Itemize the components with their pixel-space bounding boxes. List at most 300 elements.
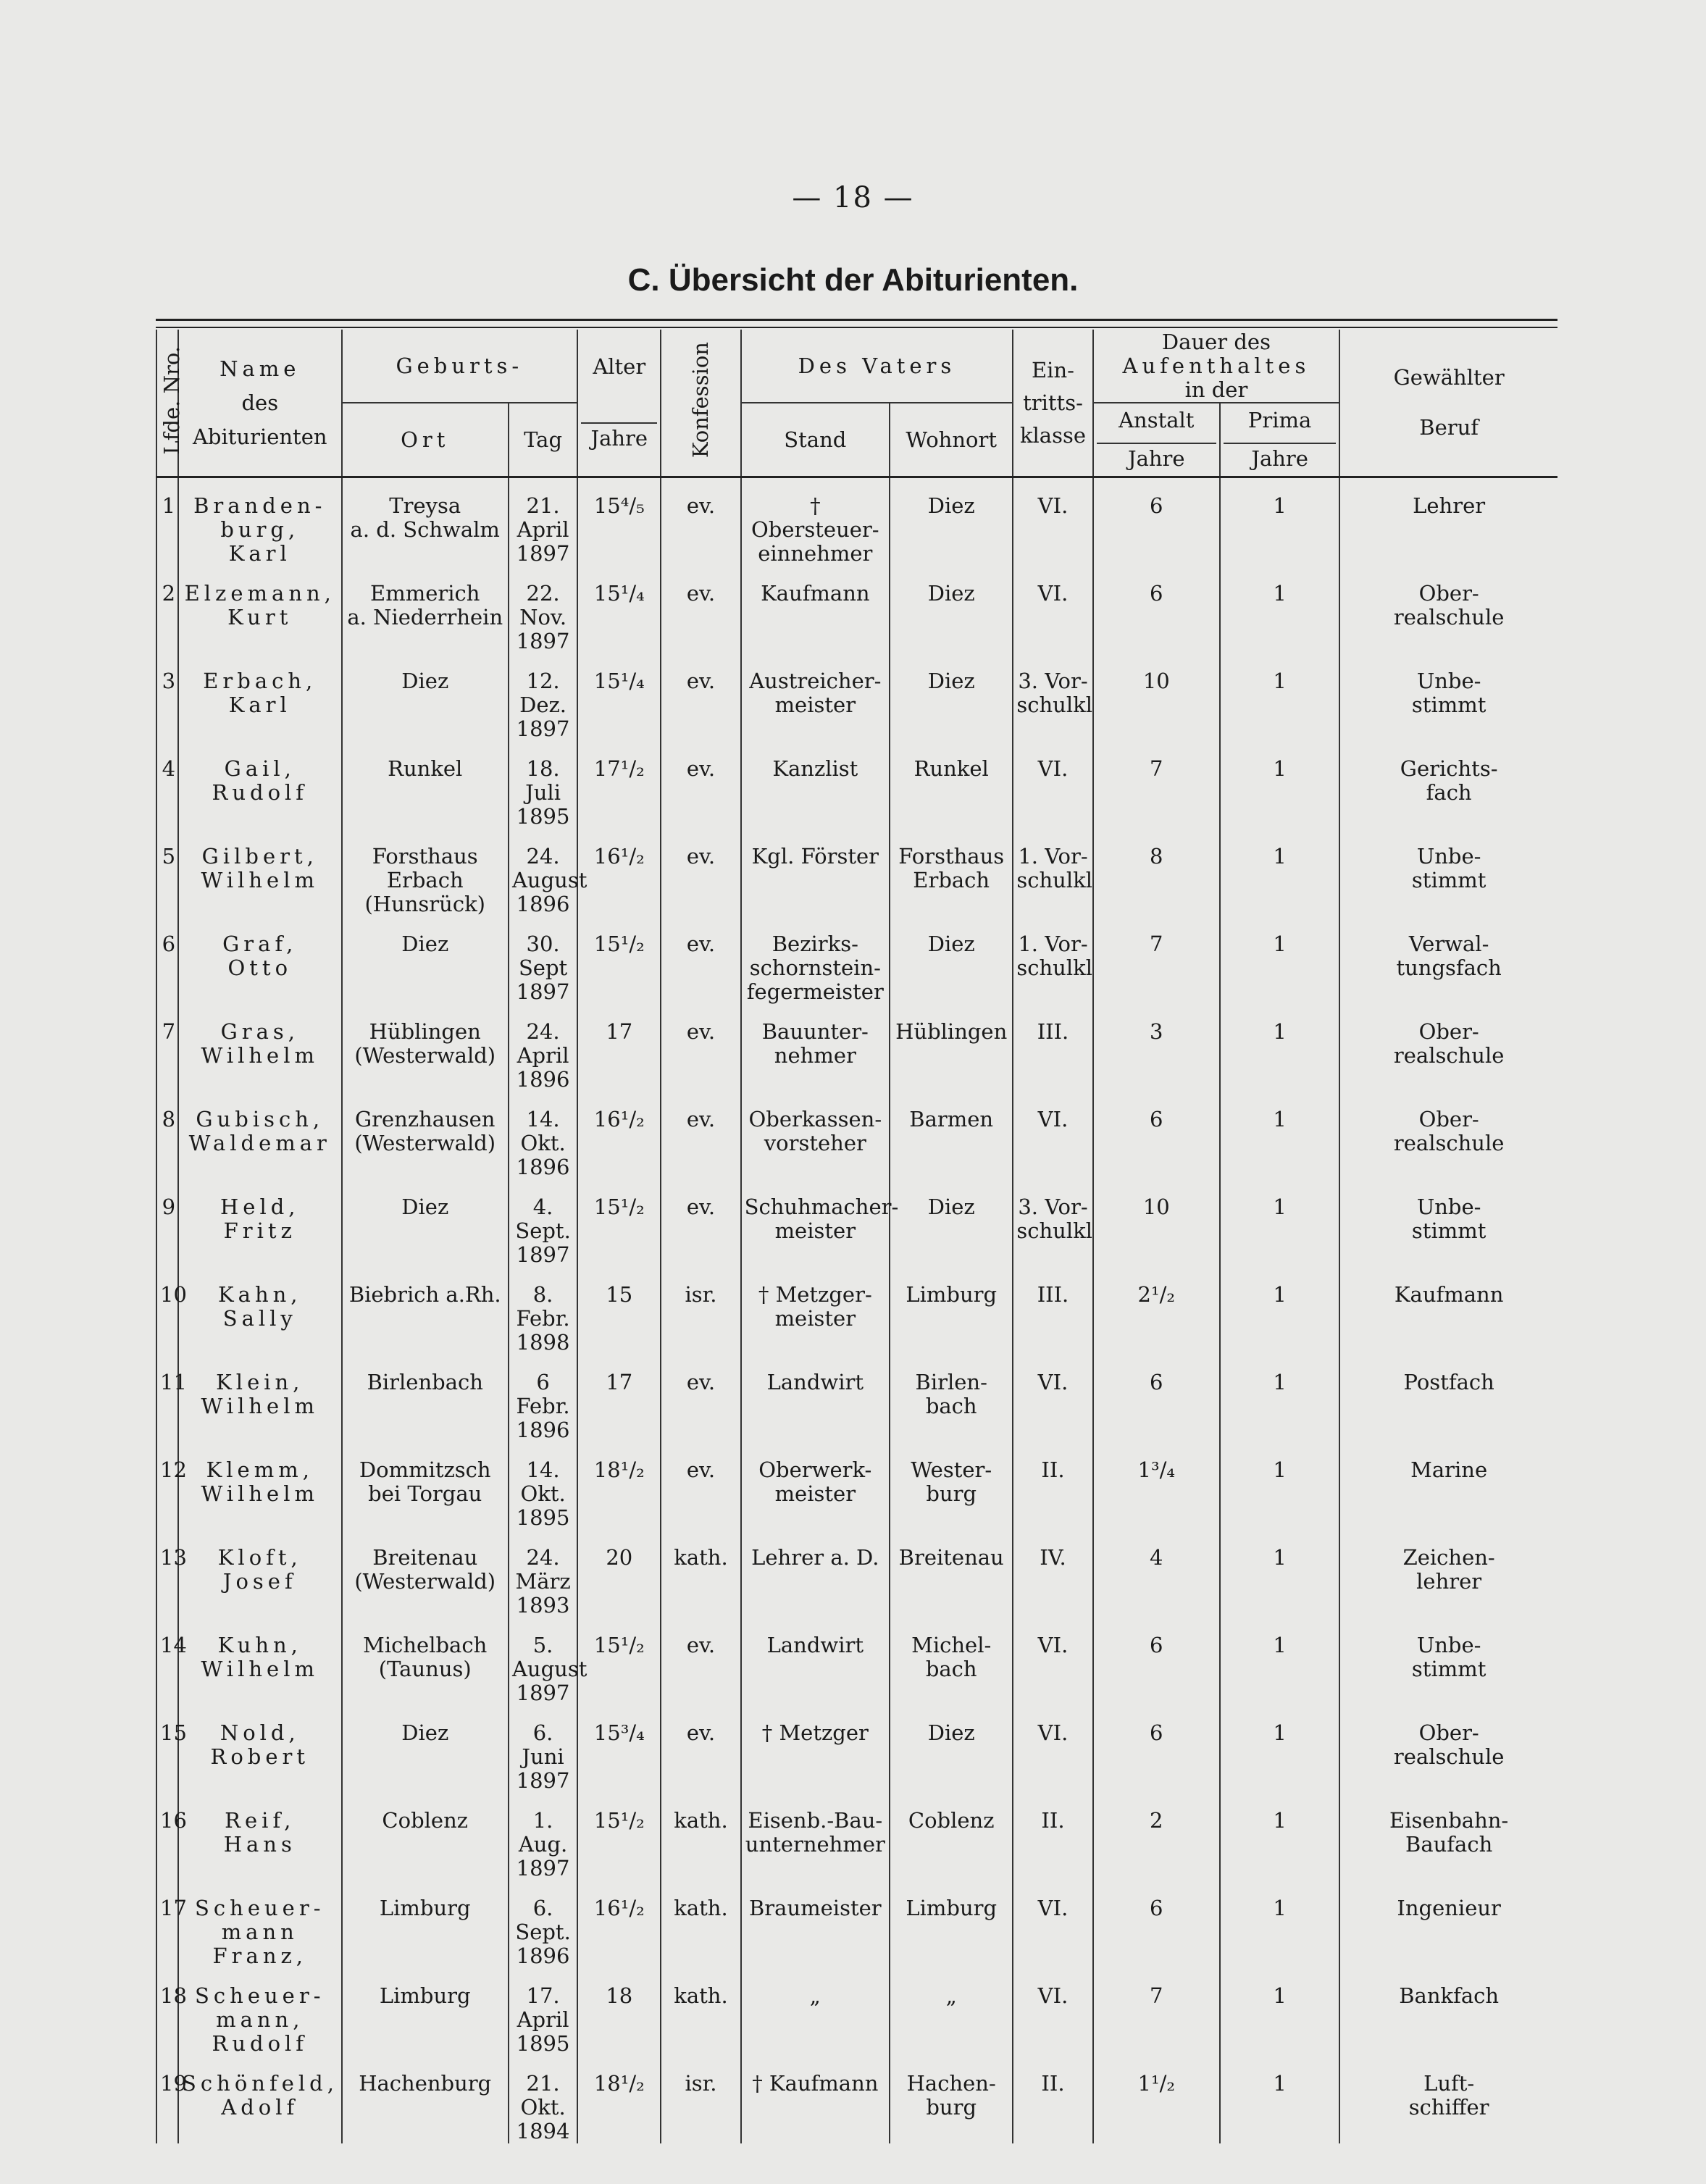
birth-place <box>342 1880 509 1968</box>
chosen-profession-line: Unbe- <box>1416 1633 1481 1657</box>
table-row <box>156 477 1557 566</box>
student-name-line: mann <box>221 1920 298 1944</box>
father-residence <box>890 1004 1013 1092</box>
father-residence <box>890 916 1013 1004</box>
birth-date-line: 18. Juli <box>525 756 561 805</box>
student-name-line: Gubisch, <box>196 1107 325 1131</box>
father-residence-line: Diez <box>927 581 975 606</box>
years-in-prima: 1 <box>1220 566 1339 653</box>
student-name-line: Waldemar <box>188 1131 331 1155</box>
father-residence-line: „ <box>945 1983 957 2008</box>
father-residence-line: Diez <box>927 932 975 956</box>
chosen-profession-line: realschule <box>1393 1043 1505 1068</box>
student-name-line: Kloft, <box>217 1545 302 1570</box>
confession: ev. <box>661 653 740 741</box>
birth-date-line: 22. Nov. <box>519 581 567 629</box>
chosen-profession <box>1339 1793 1557 1880</box>
student-name-line: Gail, <box>224 756 296 781</box>
chosen-profession-line: Unbe- <box>1416 669 1481 693</box>
student-name-line: Branden- <box>193 493 327 518</box>
father-occupation <box>741 1793 890 1880</box>
father-residence-line: Erbach <box>913 868 990 892</box>
age: 16¹/₂ <box>577 829 661 916</box>
chosen-profession-line: schiffer <box>1408 2095 1489 2120</box>
student-name-line: Klein, <box>216 1370 304 1394</box>
chosen-profession-line: Postfach <box>1403 1370 1494 1394</box>
age: 18¹/₂ <box>577 1442 661 1530</box>
age: 15¹/₂ <box>577 1618 661 1705</box>
entry-class <box>1013 1705 1092 1793</box>
birth-date-line: 1895 <box>516 804 570 829</box>
birth-place-line: (Taunus) <box>378 1657 472 1681</box>
birth-date-line: 21. April <box>517 493 569 542</box>
father-occupation-line: † Metzger- <box>758 1282 872 1307</box>
chosen-profession-line: realschule <box>1393 605 1505 629</box>
father-residence-line: Runkel <box>913 756 989 781</box>
birth-place-line: Limburg <box>379 1983 471 2008</box>
birth-date-line: 14. Okt. <box>520 1107 566 1155</box>
entry-class-line: II. <box>1041 1808 1065 1833</box>
entry-class <box>1013 653 1092 741</box>
father-occupation-line: meister <box>774 1218 856 1243</box>
student-name-line: Wilhelm <box>201 1394 319 1418</box>
years-at-school: 1¹/₂ <box>1093 2056 1220 2143</box>
birth-date <box>509 2056 577 2143</box>
table-row <box>156 916 1557 1004</box>
header-dauer: Dauer des Aufenthaltes in der <box>1093 330 1340 403</box>
entry-class-line: schulkl <box>1016 1218 1092 1243</box>
age: 20 <box>577 1530 661 1618</box>
birth-date <box>509 829 588 916</box>
student-name <box>178 1442 341 1530</box>
student-name-line: Graf, <box>222 932 298 956</box>
father-occupation <box>741 1880 890 1968</box>
student-name-line: Kurt <box>227 605 293 629</box>
birth-place-line: Michelbach <box>363 1633 488 1657</box>
header-prima: Prima Jahre <box>1220 403 1339 477</box>
table-row <box>156 566 1557 653</box>
birth-place <box>342 1179 509 1267</box>
birth-date <box>509 1793 577 1880</box>
father-residence <box>890 1179 1013 1267</box>
chosen-profession <box>1339 1705 1557 1793</box>
birth-place-line: Limburg <box>379 1896 471 1920</box>
birth-date-line: 1894 <box>516 2119 570 2143</box>
student-name <box>178 1618 341 1705</box>
birth-place <box>342 1530 509 1618</box>
entry-class-line: VI. <box>1037 1983 1069 2008</box>
birth-place-line: Biebrich a.Rh. <box>348 1282 501 1307</box>
row-number: 16 <box>156 1793 178 1880</box>
birth-place-line: (Westerwald) <box>354 1131 496 1155</box>
father-occupation-line: Oberkassen- <box>748 1107 882 1131</box>
years-in-prima: 1 <box>1220 1267 1339 1355</box>
table-row <box>156 1004 1557 1092</box>
chosen-profession-line: Ingenieur <box>1397 1896 1501 1920</box>
father-residence-line: bach <box>925 1394 977 1418</box>
chosen-profession <box>1339 653 1557 741</box>
entry-class-line: VI. <box>1037 1107 1069 1131</box>
student-name <box>178 1355 341 1442</box>
chosen-profession <box>1339 1968 1557 2056</box>
father-occupation-line: schornstein- <box>749 955 881 980</box>
chosen-profession <box>1339 1530 1557 1618</box>
years-in-prima: 1 <box>1220 1092 1339 1179</box>
father-residence <box>890 566 1013 653</box>
birth-date-line: 5. August <box>511 1633 588 1681</box>
birth-place <box>342 1004 509 1092</box>
birth-date-line: 24. April <box>517 1019 569 1068</box>
father-occupation-line: Oberwerk- <box>758 1457 872 1482</box>
row-number: 2 <box>156 566 178 653</box>
chosen-profession-line: stimmt <box>1411 1218 1487 1243</box>
birth-place <box>342 916 509 1004</box>
father-residence-line: Michel- <box>911 1633 992 1657</box>
entry-class-line: 3. Vor- <box>1018 669 1088 693</box>
birth-place-line: Erbach <box>386 868 464 892</box>
birth-place-line: bei Torgau <box>368 1481 482 1506</box>
years-at-school: 10 <box>1093 1179 1220 1267</box>
student-name-line: Robert <box>210 1744 310 1769</box>
birth-date <box>509 1004 577 1092</box>
student-name <box>178 2056 341 2143</box>
father-residence-line: bach <box>925 1657 977 1681</box>
father-occupation <box>741 477 890 566</box>
birth-place <box>342 1267 509 1355</box>
student-name-line: Gras, <box>220 1019 299 1044</box>
entry-class-line: VI. <box>1037 1720 1069 1745</box>
father-occupation <box>741 829 890 916</box>
student-name-line: Scheuer- <box>195 1896 325 1920</box>
father-residence <box>890 1968 1013 2056</box>
chosen-profession <box>1339 741 1557 829</box>
row-number: 14 <box>156 1618 178 1705</box>
father-residence-line: Diez <box>927 669 975 693</box>
age: 15¹/₂ <box>577 916 661 1004</box>
father-residence-line: Forsthaus <box>898 844 1005 869</box>
birth-place-line: (Westerwald) <box>354 1569 496 1594</box>
table-row <box>156 1092 1557 1179</box>
header-konfession: Konfession <box>661 330 740 477</box>
father-occupation-line: einnehmer <box>758 541 873 566</box>
father-occupation-line: „ <box>809 1983 821 2008</box>
years-at-school: 6 <box>1093 1705 1220 1793</box>
entry-class-line: III. <box>1037 1282 1069 1307</box>
chosen-profession-line: realschule <box>1393 1744 1505 1769</box>
age: 15³/₄ <box>577 1705 661 1793</box>
row-number: 9 <box>156 1179 178 1267</box>
entry-class <box>1013 566 1092 653</box>
birth-date-line: 1897 <box>516 1242 570 1267</box>
father-occupation-line: Eisenb.-Bau- <box>748 1808 883 1833</box>
student-name-line: Reif, <box>225 1808 296 1833</box>
entry-class <box>1013 1355 1092 1442</box>
age: 17 <box>577 1004 661 1092</box>
chosen-profession <box>1339 1267 1557 1355</box>
birth-date-line: 1896 <box>516 1944 570 1968</box>
student-name-line: Held, <box>220 1194 300 1219</box>
birth-date-line: 1897 <box>516 979 570 1004</box>
entry-class-line: 1. Vor- <box>1018 932 1088 956</box>
years-at-school: 6 <box>1093 1092 1220 1179</box>
row-number: 1 <box>156 477 178 566</box>
birth-date-line: 6. Sept. <box>515 1896 571 1944</box>
confession: ev. <box>661 1355 740 1442</box>
birth-date <box>509 1968 577 2056</box>
confession: ev. <box>661 916 740 1004</box>
birth-place <box>342 2056 509 2143</box>
entry-class-line: II. <box>1041 1457 1065 1482</box>
birth-date-line: 1898 <box>516 1330 570 1355</box>
birth-place-line: Grenzhausen <box>354 1107 496 1131</box>
birth-place <box>342 1705 509 1793</box>
student-name-line: Scheuer- <box>195 1983 325 2008</box>
father-residence <box>890 1618 1013 1705</box>
chosen-profession <box>1339 566 1557 653</box>
header-nr: Lfde. Nro. <box>156 330 178 477</box>
entry-class <box>1013 1092 1092 1179</box>
chosen-profession <box>1339 1179 1557 1267</box>
row-number: 10 <box>156 1267 178 1355</box>
birth-place-line: Coblenz <box>382 1808 469 1833</box>
age: 17 <box>577 1355 661 1442</box>
entry-class-line: II. <box>1041 2071 1065 2096</box>
birth-date-line: 1897 <box>516 541 570 566</box>
birth-date-line: 6 Febr. <box>516 1370 570 1418</box>
birth-date <box>509 1530 577 1618</box>
header-ort: Ort <box>342 403 509 477</box>
student-name <box>178 916 341 1004</box>
years-in-prima: 1 <box>1220 1793 1339 1880</box>
father-residence <box>890 741 1013 829</box>
age: 18 <box>577 1968 661 2056</box>
birth-place-line: Dommitzsch <box>359 1457 491 1482</box>
birth-date <box>509 1179 577 1267</box>
birth-date <box>509 741 577 829</box>
father-residence <box>890 653 1013 741</box>
birth-date-line: 1893 <box>516 1593 570 1618</box>
father-occupation-line: unternehmer <box>745 1832 885 1857</box>
father-residence <box>890 477 1013 566</box>
birth-date-line: 1896 <box>516 892 570 916</box>
birth-place <box>342 1793 509 1880</box>
chosen-profession <box>1339 829 1557 916</box>
age: 15¹/₂ <box>577 1179 661 1267</box>
entry-class-line: schulkl <box>1016 693 1092 717</box>
birth-date <box>509 1092 577 1179</box>
birth-place-line: Forsthaus <box>372 844 478 869</box>
header-geburts: Geburts- <box>342 330 578 403</box>
row-number: 17 <box>156 1880 178 1968</box>
years-at-school: 7 <box>1093 1968 1220 2056</box>
student-name-line: Kahn, <box>218 1282 302 1307</box>
confession: isr. <box>661 2056 740 2143</box>
chosen-profession-line: fach <box>1426 780 1472 805</box>
years-at-school: 1³/₄ <box>1093 1442 1220 1530</box>
father-residence-line: Barmen <box>909 1107 994 1131</box>
chosen-profession-line: Bankfach <box>1399 1983 1500 2008</box>
birth-place <box>342 477 509 566</box>
years-at-school: 6 <box>1093 1355 1220 1442</box>
father-occupation-line: Austreicher- <box>749 669 882 693</box>
confession: isr. <box>661 1267 740 1355</box>
student-name <box>178 1880 341 1968</box>
birth-date-line: 4. Sept. <box>515 1194 571 1243</box>
entry-class-line: schulkl <box>1016 955 1092 980</box>
birth-date <box>509 1355 577 1442</box>
student-name-line: Josef <box>222 1569 297 1594</box>
father-residence <box>890 1705 1013 1793</box>
age: 16¹/₂ <box>577 1880 661 1968</box>
page-number: — 18 — <box>792 181 914 214</box>
father-residence <box>890 1092 1013 1179</box>
confession: kath. <box>661 1968 740 2056</box>
birth-date <box>509 1880 577 1968</box>
abiturienten-table-wrapper <box>156 319 1557 2143</box>
father-occupation <box>741 566 890 653</box>
table-row <box>156 1705 1557 1793</box>
student-name-line: Wilhelm <box>201 868 319 892</box>
father-residence <box>890 1442 1013 1530</box>
chosen-profession-line: Kaufmann <box>1394 1282 1504 1307</box>
birth-place <box>342 653 509 741</box>
father-occupation-line: fegermeister <box>746 979 884 1004</box>
student-name-line: Sally <box>222 1306 297 1331</box>
birth-place-line: Treysa <box>389 493 461 518</box>
table-row <box>156 741 1557 829</box>
birth-place-line: Hüblingen <box>369 1019 481 1044</box>
birth-place-line: a. Niederrhein <box>347 605 503 629</box>
years-at-school: 4 <box>1093 1530 1220 1618</box>
years-in-prima: 1 <box>1220 653 1339 741</box>
age: 15 <box>577 1267 661 1355</box>
entry-class <box>1013 1968 1092 2056</box>
father-residence-line: Breitenau <box>898 1545 1004 1570</box>
header-stand: Stand <box>741 403 890 477</box>
age: 18¹/₂ <box>577 2056 661 2143</box>
years-at-school: 10 <box>1093 653 1220 741</box>
student-name <box>178 1530 341 1618</box>
years-in-prima: 1 <box>1220 829 1339 916</box>
chosen-profession-line: stimmt <box>1411 1657 1487 1681</box>
birth-date-line: 30. Sept <box>518 932 568 980</box>
years-at-school: 7 <box>1093 741 1220 829</box>
father-occupation-line: Braumeister <box>749 1896 882 1920</box>
birth-place-line: Diez <box>401 1194 449 1219</box>
years-at-school: 6 <box>1093 477 1220 566</box>
entry-class <box>1013 741 1092 829</box>
birth-place-line: Diez <box>401 1720 449 1745</box>
entry-class <box>1013 829 1092 916</box>
row-number: 7 <box>156 1004 178 1092</box>
birth-place <box>342 566 509 653</box>
abiturienten-table <box>156 330 1557 2143</box>
table-row <box>156 1880 1557 1968</box>
chosen-profession-line: Unbe- <box>1416 1194 1481 1219</box>
father-occupation <box>741 1179 899 1267</box>
entry-class-line: 1. Vor- <box>1018 844 1088 869</box>
chosen-profession <box>1339 1092 1557 1179</box>
header-anstalt: Anstalt Jahre <box>1093 403 1220 477</box>
birth-date-line: 24. März <box>515 1545 571 1594</box>
birth-date <box>509 653 577 741</box>
student-name <box>178 1705 341 1793</box>
confession: ev. <box>661 1004 740 1092</box>
years-at-school: 6 <box>1093 1618 1220 1705</box>
student-name <box>178 1179 341 1267</box>
student-name <box>178 1968 341 2056</box>
birth-date-line: 1895 <box>516 1505 570 1530</box>
row-number: 13 <box>156 1530 178 1618</box>
birth-place-line: Hachenburg <box>359 2071 492 2096</box>
chosen-profession <box>1339 2056 1557 2143</box>
student-name-line: Franz, <box>212 1944 307 1968</box>
confession: kath. <box>661 1530 740 1618</box>
birth-date-line: 1897 <box>516 716 570 741</box>
entry-class-line: VI. <box>1037 581 1069 606</box>
chosen-profession <box>1339 1355 1557 1442</box>
father-residence-line: Hachen- <box>906 2071 996 2096</box>
entry-class-line: IV. <box>1040 1545 1066 1570</box>
confession: ev. <box>661 477 740 566</box>
entry-class-line: 3. Vor- <box>1018 1194 1088 1219</box>
header-eintritt: Ein- tritts- klasse <box>1013 330 1092 477</box>
confession: ev. <box>661 829 740 916</box>
father-occupation <box>741 916 890 1004</box>
father-residence-line: Diez <box>927 1720 975 1745</box>
father-occupation <box>741 1267 890 1355</box>
age: 15¹/₄ <box>577 566 661 653</box>
father-residence <box>890 1880 1013 1968</box>
row-number: 3 <box>156 653 178 741</box>
birth-date-line: 1895 <box>516 2031 570 2056</box>
birth-place <box>342 1618 509 1705</box>
entry-class <box>1013 916 1092 1004</box>
father-residence-line: Diez <box>927 493 975 518</box>
birth-place-line: Diez <box>401 669 449 693</box>
entry-class-line: schulkl <box>1016 868 1092 892</box>
entry-class <box>1013 1618 1092 1705</box>
chosen-profession <box>1339 1004 1557 1092</box>
years-in-prima: 1 <box>1220 1179 1339 1267</box>
entry-class <box>1013 1530 1092 1618</box>
birth-date <box>509 1267 577 1355</box>
header-des-vaters: Des Vaters <box>741 330 1013 403</box>
chosen-profession-line: Lehrer <box>1413 493 1486 518</box>
birth-place-line: Runkel <box>388 756 463 781</box>
chosen-profession-line: realschule <box>1393 1131 1505 1155</box>
student-name-line: Karl <box>228 693 291 717</box>
chosen-profession-line: Eisenbahn- <box>1389 1808 1509 1833</box>
header-wohnort: Wohnort <box>890 403 1013 477</box>
entry-class-line: VI. <box>1037 1370 1069 1394</box>
entry-class-line: VI. <box>1037 1896 1069 1920</box>
confession: ev. <box>661 566 740 653</box>
birth-date-line: 1896 <box>516 1067 570 1092</box>
student-name-line: Schönfeld, <box>182 2071 338 2096</box>
student-name-line: Rudolf <box>212 2031 309 2056</box>
birth-date-line: 1897 <box>516 1681 570 1705</box>
birth-date-line: 21. Okt. <box>520 2071 566 2120</box>
father-residence-line: burg <box>926 1481 977 1506</box>
birth-place-line: Emmerich <box>370 581 480 606</box>
father-residence-line: Wester- <box>911 1457 992 1482</box>
birth-date <box>509 1442 577 1530</box>
father-occupation-line: † Kaufmann <box>752 2071 879 2096</box>
chosen-profession-line: Ober- <box>1418 581 1479 606</box>
birth-date <box>509 477 577 566</box>
birth-date-line: 12. Dez. <box>519 669 567 717</box>
